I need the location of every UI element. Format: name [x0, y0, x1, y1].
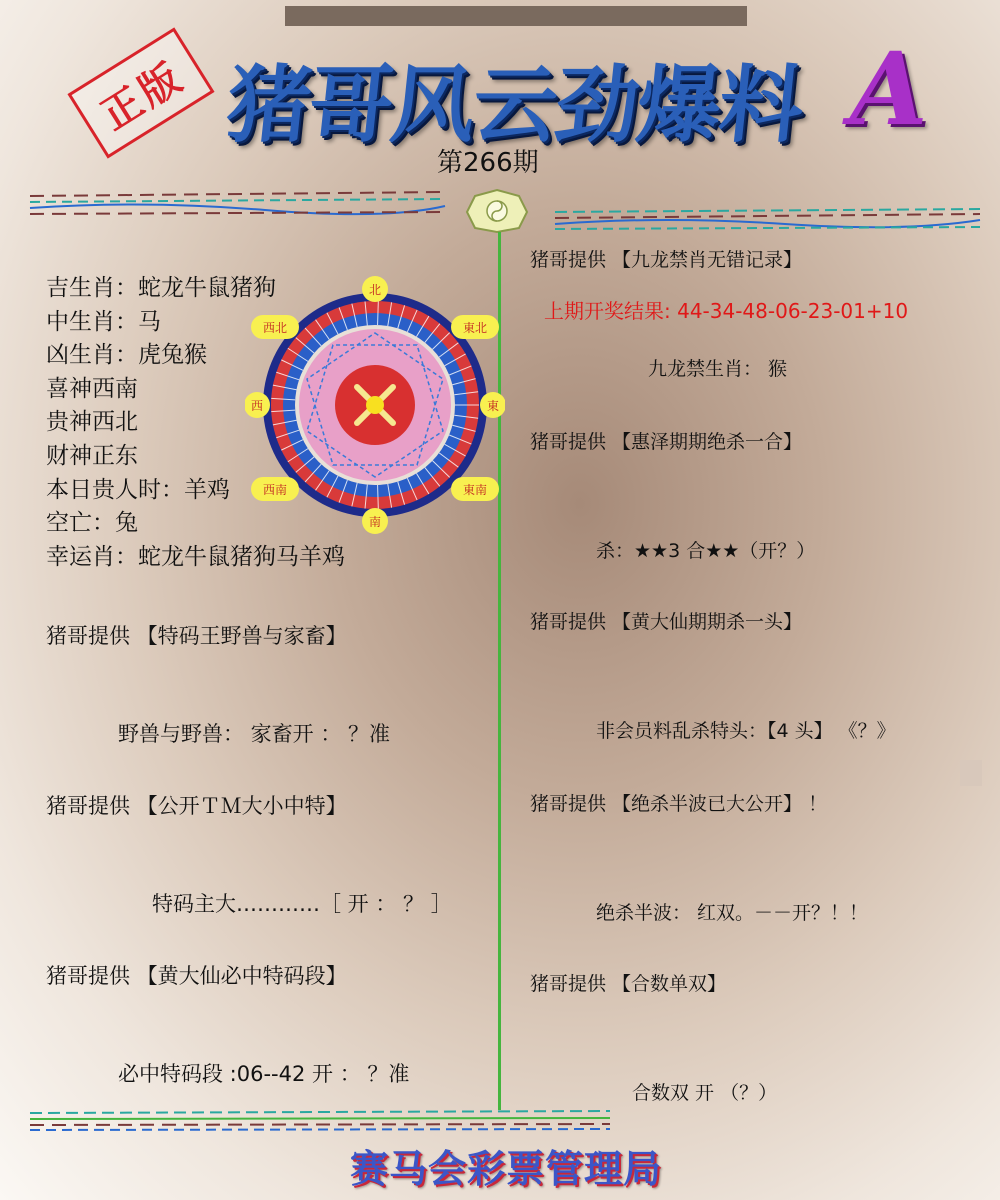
right-value-kill-one-head: 非会员料乱杀特头：【4 头】 《？》 — [596, 720, 896, 742]
authentic-stamp: 正版 — [67, 27, 214, 158]
compass-south: 南 — [368, 515, 382, 529]
compass-north: 北 — [368, 283, 382, 297]
fortune-line: 吉生肖：蛇龙牛鼠猪狗 — [46, 275, 276, 301]
right-value-half-wave: 绝杀半波： 红双。－－开？！！ — [596, 902, 869, 924]
compass-northwest: 西北 — [262, 321, 288, 335]
right-heading-half-wave: 猪哥提供 【绝杀半波已大公开】 ！ — [530, 793, 828, 815]
scan-smudge — [960, 760, 982, 786]
fortune-line: 本日贵人时：羊鸡 — [46, 476, 230, 503]
fortune-line: 财神正东 — [46, 442, 138, 469]
right-value-nine-dragon: 九龙禁生肖： 猴 — [648, 358, 788, 380]
compass-northeast: 東北 — [462, 321, 488, 335]
right-heading-kill-one-combo: 猪哥提供 【惠泽期期绝杀一合】 — [530, 431, 803, 453]
fortune-line: 幸运肖：蛇龙牛鼠猪狗马羊鸡 — [46, 543, 345, 570]
left-heading-number-segment: 猪哥提供 【黄大仙必中特码段】 — [46, 964, 347, 988]
right-heading-nine-dragon: 猪哥提供 【九龙禁肖无错记录】 — [530, 249, 803, 271]
right-value-kill-one-combo: 杀：★★3 合★★（开？） — [596, 540, 816, 562]
fortune-line: 喜神西南 — [46, 375, 138, 402]
left-heading-size-special: 猪哥提供 【公开ＴＭ大小中特】 — [46, 794, 347, 818]
letter-a-logo: A — [850, 30, 928, 148]
footer-organization: 赛马会彩票管理局 — [350, 1147, 663, 1191]
compass-wheel-icon — [245, 275, 505, 535]
compass-southeast: 東南 — [462, 483, 488, 497]
left-value-size-special: 特码主大…………［ 开 ： ？ ］ — [152, 892, 452, 916]
compass-west: 西 — [250, 399, 264, 413]
top-divider — [25, 182, 985, 234]
page-title: 猪哥风云劲爆料 — [222, 56, 807, 154]
issue-number: 第266期 — [437, 148, 539, 178]
fortune-line: 贵神西北 — [46, 409, 138, 436]
right-heading-sum-odd-even: 猪哥提供 【合数单双】 — [530, 973, 727, 995]
right-value-sum-odd-even: 合数双 开 （？） — [632, 1082, 778, 1104]
right-heading-kill-one-head: 猪哥提供 【黄大仙期期杀一头】 — [530, 611, 803, 633]
left-value-wild-vs-domestic: 野兽与野兽： 家畜开 ： ？准 — [118, 722, 391, 746]
fortune-line: 空亡：兔 — [46, 510, 138, 537]
bottom-divider — [25, 1108, 615, 1132]
fortune-line: 中生肖：马 — [46, 308, 161, 335]
last-draw-result: 上期开奖结果: 44-34-48-06-23-01+10 — [544, 299, 909, 323]
bagua-emblem-icon — [467, 190, 527, 232]
fortune-line: 凶生肖：虎兔猴 — [46, 342, 207, 369]
compass-southwest: 西南 — [262, 483, 288, 497]
left-heading-wild-vs-domestic: 猪哥提供 【特码王野兽与家畜】 — [46, 624, 347, 648]
left-value-number-segment: 必中特码段 :06--42 开 ： ？准 — [118, 1062, 410, 1086]
compass-east: 東 — [486, 399, 500, 413]
top-bar — [285, 6, 747, 26]
